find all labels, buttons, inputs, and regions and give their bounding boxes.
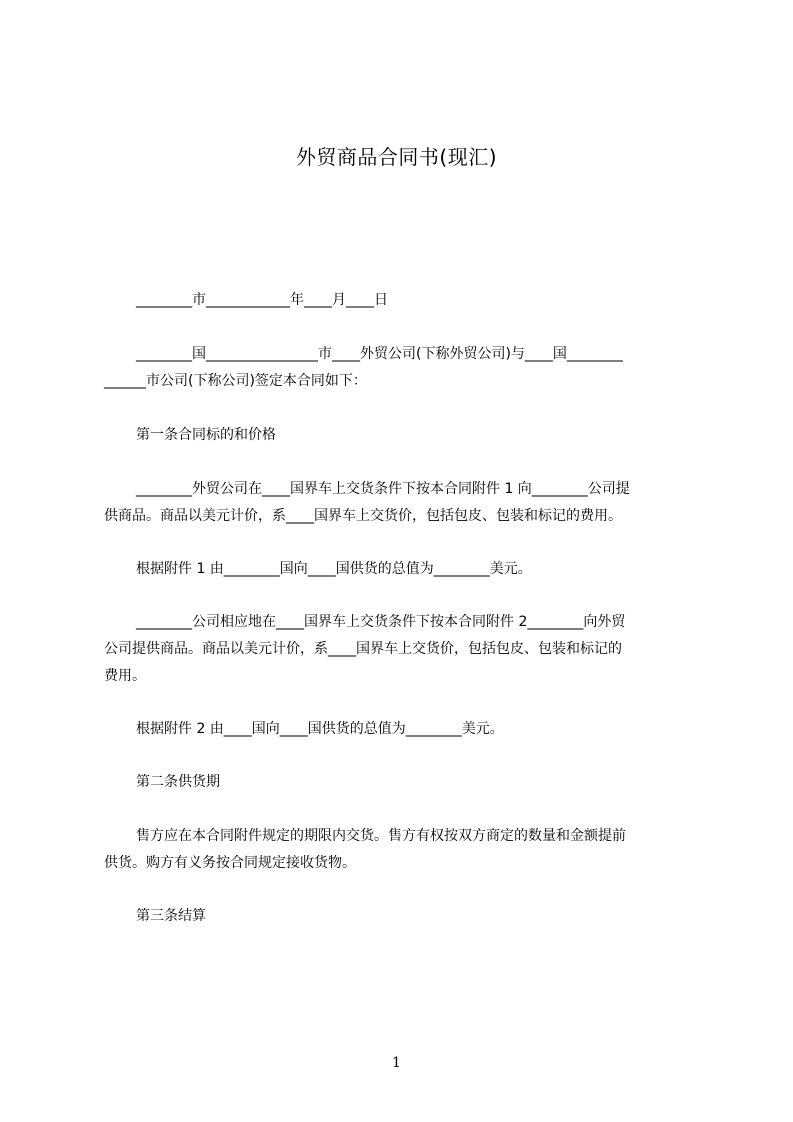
article-1-heading: 第一条合同标的和价格 <box>136 427 276 443</box>
article-1-paragraph-4: 根据附件 2 由____国向____国供货的总值为________美元。 <box>136 721 504 737</box>
article-1-paragraph-3-line-2: 公司提供商品。商品以美元计价，系____国界车上交货价，包括包皮、包装和标记的 <box>104 641 622 657</box>
article-1-paragraph-1-line-2: 供商品。商品以美元计价，系____国界车上交货价，包括包皮、包装和标记的费用。 <box>104 508 622 524</box>
article-1-paragraph-3-line-3: 费用。 <box>104 668 146 684</box>
article-2-paragraph-1-line-1: 售方应在本合同附件规定的期限内交货。售方有权按双方商定的数量和金额提前 <box>136 828 626 844</box>
page-number: 1 <box>392 1055 401 1071</box>
article-1-paragraph-1-line-1: ________外贸公司在____国界车上交货条件下按本合同附件 1 向________公司提 <box>136 481 630 497</box>
parties-line-2: ______市公司(下称公司)签定本合同如下： <box>104 373 367 389</box>
date-line: ________市____________年____月____日 <box>136 292 388 308</box>
document-title: 外贸商品合同书(现汇) <box>295 145 498 169</box>
article-2-paragraph-1-line-2: 供货。购方有义务按合同规定接收货物。 <box>104 855 356 871</box>
article-3-heading: 第三条结算 <box>136 908 206 924</box>
article-1-paragraph-3-line-1: ________公司相应地在____国界车上交货条件下按本合同附件 2________向外贸 <box>136 614 626 630</box>
parties-line-1: ________国________________市____外贸公司(下称外贸公司)与____国________ <box>136 346 623 362</box>
article-2-heading: 第二条供货期 <box>136 774 220 790</box>
article-1-paragraph-2: 根据附件 1 由________国向____国供货的总值为________美元。 <box>136 561 532 577</box>
